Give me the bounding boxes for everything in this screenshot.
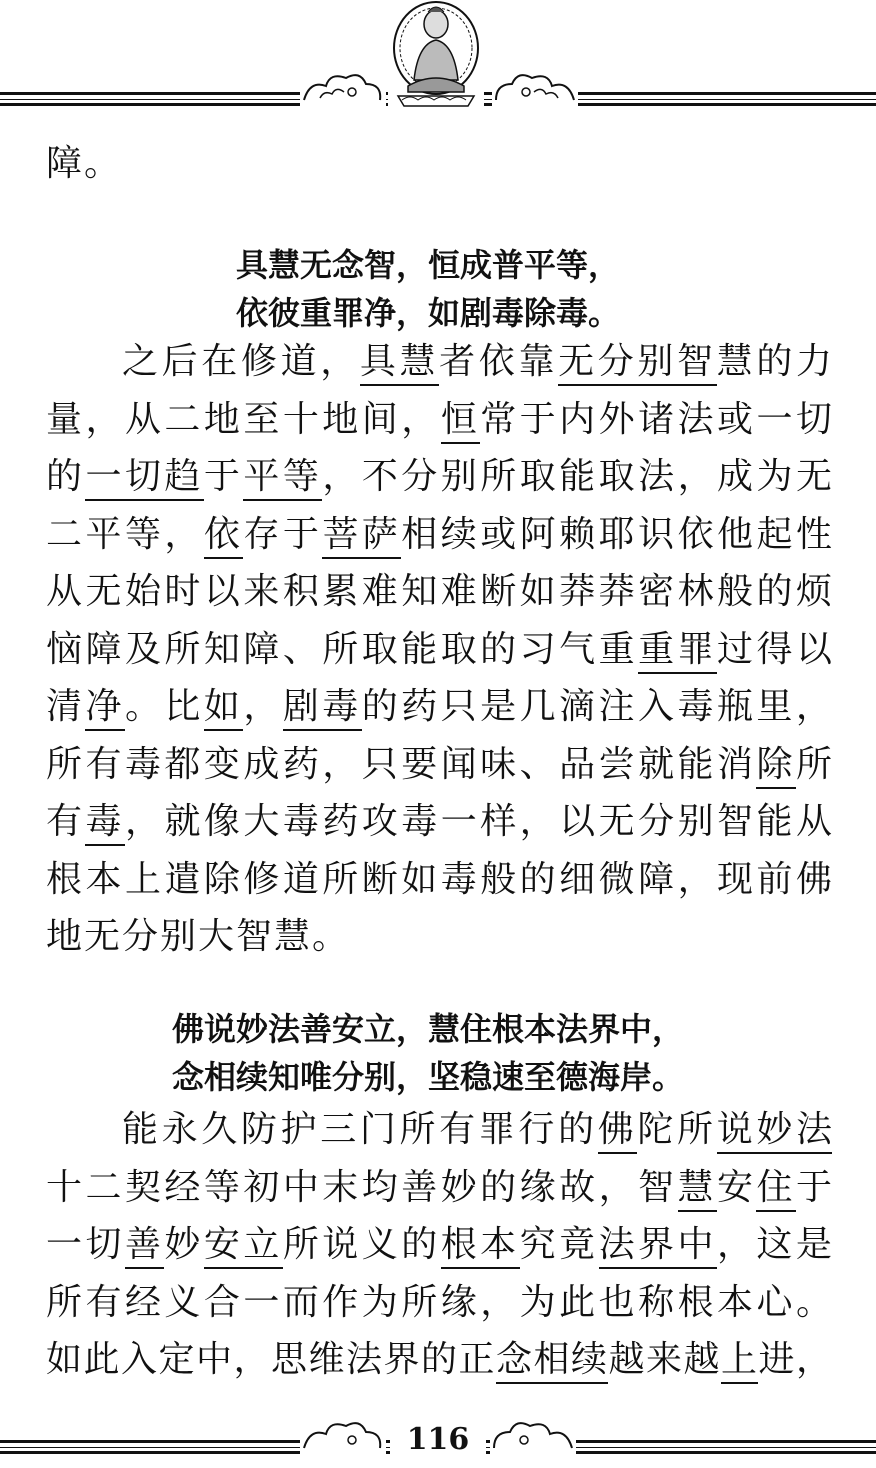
text-run: ，就像大毒药攻毒一样，以无分别智能从 [124, 801, 832, 842]
paragraph-line [46, 1217, 832, 1273]
text-run: 相续或阿赖耶识依他起性 [401, 513, 832, 555]
paragraph-line [122, 334, 832, 390]
underlined-phrase: 恒 [441, 399, 480, 444]
underlined-phrase: 如 [204, 686, 243, 731]
text-run: 慧的力 [716, 341, 832, 382]
text-run: 过得以 [717, 628, 832, 670]
verse-line: 依彼重罪净，如剧毒除毒。 [236, 294, 621, 332]
text-run: 能永久防护三门所有罪行的 [122, 1109, 598, 1150]
underlined-phrase: 一切趋 [85, 456, 203, 501]
text-run: 所说义的 [282, 1224, 441, 1265]
left-cloud-ornament [300, 70, 386, 106]
text-run: 于 [203, 456, 244, 497]
text-run: 之后在修道， [122, 341, 360, 382]
text-run: 如此入定中，思维法界的正 [46, 1339, 496, 1380]
underlined-phrase: 上 [721, 1339, 759, 1384]
text-run: 于 [795, 1166, 832, 1208]
text-run: 所 [795, 743, 832, 785]
underlined-phrase: 说妙法 [717, 1109, 832, 1154]
paragraph-line [46, 449, 832, 505]
underlined-phrase: 无分别智 [558, 341, 717, 386]
paragraph-line [46, 507, 832, 563]
verse-line: 具慧无念智，恒成普平等， [236, 246, 621, 284]
text-run: 进， [758, 1339, 832, 1380]
underlined-phrase: 根本 [441, 1224, 520, 1269]
footer-left-cloud-ornament [300, 1418, 386, 1454]
text-run: 所有经义合一而作为所缘，为此也称根本心。 [46, 1281, 832, 1323]
paragraph-line [46, 622, 832, 678]
paragraph-line [46, 737, 832, 793]
underlined-phrase: 安立 [204, 1224, 283, 1269]
paragraph-line [46, 794, 832, 850]
text-run: 恼障及所知障、所取能取的习气重 [46, 628, 639, 670]
paragraph-line [46, 1275, 832, 1331]
text-run: 究竟 [519, 1224, 599, 1265]
text-run: 根本上遣除修道所断如毒般的细微障，现前佛 [46, 858, 832, 900]
underlined-phrase: 念相续 [496, 1339, 609, 1384]
paragraph-line: 障。 [46, 143, 123, 184]
text-run: ，这是 [716, 1224, 832, 1265]
underlined-phrase: 法界中 [599, 1224, 717, 1269]
text-run: 量，从二地至十地间， [46, 398, 441, 440]
footer-right-cloud-ornament [490, 1418, 576, 1454]
underlined-phrase: 具慧 [360, 341, 439, 386]
underlined-phrase: 重罪 [638, 629, 717, 674]
underlined-phrase: 净 [85, 686, 124, 731]
paragraph-line [46, 909, 350, 965]
underlined-phrase: 住 [756, 1167, 795, 1212]
text-run: ，不分别所取能取法，成为无 [322, 456, 832, 497]
text-run: 常于内外诸法或一切 [480, 398, 832, 440]
text-run: 一切 [46, 1224, 125, 1265]
text-run: 妙 [164, 1224, 204, 1265]
text-run: 从无始时以来积累难知难断如莽莽密林般的烦 [46, 571, 832, 612]
paragraph-line [46, 392, 832, 448]
text-run: 越来越 [608, 1339, 721, 1380]
buddha-icon [388, 0, 484, 108]
text-run: 地无分别大智慧。 [46, 916, 351, 957]
text-run: 有 [46, 801, 86, 842]
paragraph-line [122, 1102, 832, 1158]
verse-line: 佛说妙法善安立，慧住根本法界中， [172, 1010, 685, 1048]
underlined-phrase: 菩萨 [322, 514, 401, 559]
text-run: 清 [46, 686, 86, 727]
text-run: 的药只是几滴注入毒瓶里， [361, 686, 832, 727]
underlined-phrase: 毒 [85, 801, 124, 846]
text-run: 者依靠 [439, 341, 559, 382]
underlined-phrase: 佛 [598, 1109, 638, 1154]
underlined-phrase: 善 [125, 1224, 164, 1269]
text-run: 的 [46, 456, 86, 497]
underlined-phrase: 慧 [678, 1167, 717, 1212]
paragraph-line [46, 564, 832, 620]
text-run: 安 [717, 1166, 757, 1208]
paragraph-line [46, 679, 832, 735]
underlined-phrase: 除 [756, 744, 795, 789]
text-run: 二平等， [46, 513, 204, 555]
text-run: 存于 [243, 513, 323, 555]
underlined-phrase: 剧毒 [283, 686, 362, 731]
right-cloud-ornament [492, 70, 578, 106]
text-run: ， [243, 686, 283, 727]
text-run: 十二契经等初中末均善妙的缘故，智 [46, 1166, 678, 1208]
verse-line: 念相续知唯分别，坚稳速至德海岸。 [172, 1058, 685, 1096]
underlined-phrase: 依 [204, 514, 243, 559]
underlined-phrase: 平等 [243, 456, 322, 501]
paragraph-line [46, 1160, 832, 1216]
page-number: 116 [390, 1420, 486, 1460]
paragraph-line [46, 1332, 832, 1388]
text-run: 。比 [124, 686, 204, 727]
text-run: 陀所 [637, 1109, 717, 1150]
paragraph-line [46, 852, 832, 908]
text-run: 所有毒都变成药，只要闻味、品尝就能消 [46, 743, 757, 785]
